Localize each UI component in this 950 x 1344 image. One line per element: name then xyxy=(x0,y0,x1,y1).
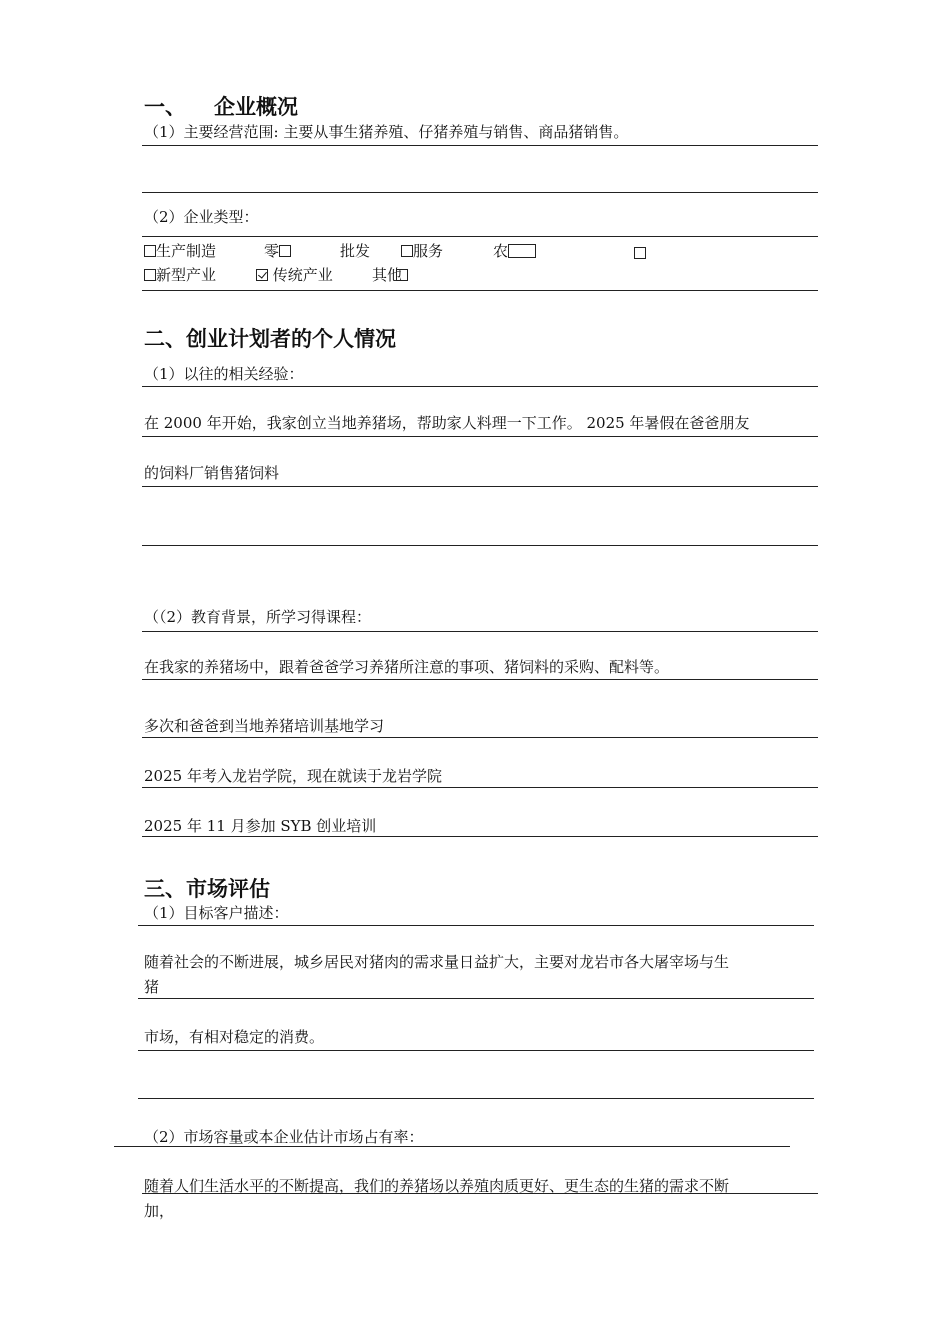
section-1-number: 一、 xyxy=(144,95,186,119)
rule xyxy=(142,679,818,680)
customer-line-1: 随着社会的不断进展，城乡居民对猪肉的需求量日益扩大，主要对龙岩市各大屠宰场与生 xyxy=(144,953,730,971)
type-option-manufacturing[interactable]: 生产制造 xyxy=(144,240,216,261)
type-option-blank[interactable] xyxy=(634,244,646,262)
type-option-new-industry[interactable]: 新型产业 xyxy=(144,264,216,285)
checkbox-icon xyxy=(144,269,156,281)
rule xyxy=(114,1146,790,1147)
checkbox-icon xyxy=(279,245,291,257)
rule xyxy=(142,836,818,837)
type-option-retail[interactable]: 零 xyxy=(264,240,291,261)
rule xyxy=(138,925,814,926)
section-1-title: 企业概况 xyxy=(214,95,298,119)
customer-line-1-wrap: 猪 xyxy=(144,978,160,996)
type-option-other[interactable]: 其他 xyxy=(372,264,408,285)
rule xyxy=(142,787,818,788)
rule xyxy=(142,486,818,487)
checkbox-icon xyxy=(401,245,413,257)
experience-line-2: 的饲料厂销售猪饲料 xyxy=(144,464,280,482)
type-option-service[interactable]: 服务 xyxy=(401,240,443,261)
rule xyxy=(142,386,818,387)
checkbox-icon xyxy=(634,247,646,259)
education-line-3: 2025 年考入龙岩学院，现在就读于龙岩学院 xyxy=(144,767,442,785)
experience-label: （1）以往的相关经验： xyxy=(144,365,304,383)
capacity-line-1: 随着人们生活水平的不断提高，我们的养猪场以养殖肉质更好、更生态的生猪的需求不断 xyxy=(144,1177,730,1195)
market-capacity-label: （2）市场容量或本企业估计市场占有率： xyxy=(144,1128,424,1146)
checkbox-icon xyxy=(508,244,536,258)
capacity-line-1-wrap: 加， xyxy=(144,1202,175,1220)
rule xyxy=(138,1050,814,1051)
rule xyxy=(142,192,818,193)
rule xyxy=(142,631,818,632)
section-2-title: 二、创业计划者的个人情况 xyxy=(144,327,396,351)
rule xyxy=(138,1098,814,1099)
type-option-agriculture[interactable]: 农 xyxy=(493,240,536,261)
rule xyxy=(142,737,818,738)
education-label: （（2）教育背景，所学习得课程： xyxy=(144,608,372,626)
type-option-wholesale[interactable]: 批发 xyxy=(340,242,371,260)
rule xyxy=(142,1193,818,1194)
rule xyxy=(142,545,818,546)
business-scope-text: （1）主要经营范围: 主要从事生猪养殖、仔猪养殖与销售、商品猪销售。 xyxy=(144,123,629,141)
rule xyxy=(142,436,818,437)
rule xyxy=(138,998,814,999)
checkbox-icon xyxy=(144,245,156,257)
section-3-title: 三、市场评估 xyxy=(144,877,270,901)
education-line-2: 多次和爸爸到当地养猪培训基地学习 xyxy=(144,717,385,735)
experience-line-1: 在 2000 年开始，我家创立当地养猪场，帮助家人料理一下工作。 2025 年暑假在爸爸朋友 xyxy=(144,414,750,432)
customer-line-2: 市场，有相对稳定的消费。 xyxy=(144,1028,325,1046)
education-line-4: 2025 年 11 月参加 SYB 创业培训 xyxy=(144,817,377,835)
enterprise-type-label: （2）企业类型： xyxy=(144,208,259,226)
rule xyxy=(142,236,818,237)
education-line-1: 在我家的养猪场中，跟着爸爸学习养猪所注意的事项、猪饲料的采购、配料等。 xyxy=(144,658,670,676)
checkbox-icon xyxy=(396,269,408,281)
checked-checkbox-icon xyxy=(256,269,268,281)
rule xyxy=(142,290,818,291)
target-customer-label: （1）目标客户描述： xyxy=(144,904,289,922)
rule xyxy=(142,145,818,146)
type-option-traditional-industry[interactable]: 传统产业 xyxy=(256,264,333,285)
